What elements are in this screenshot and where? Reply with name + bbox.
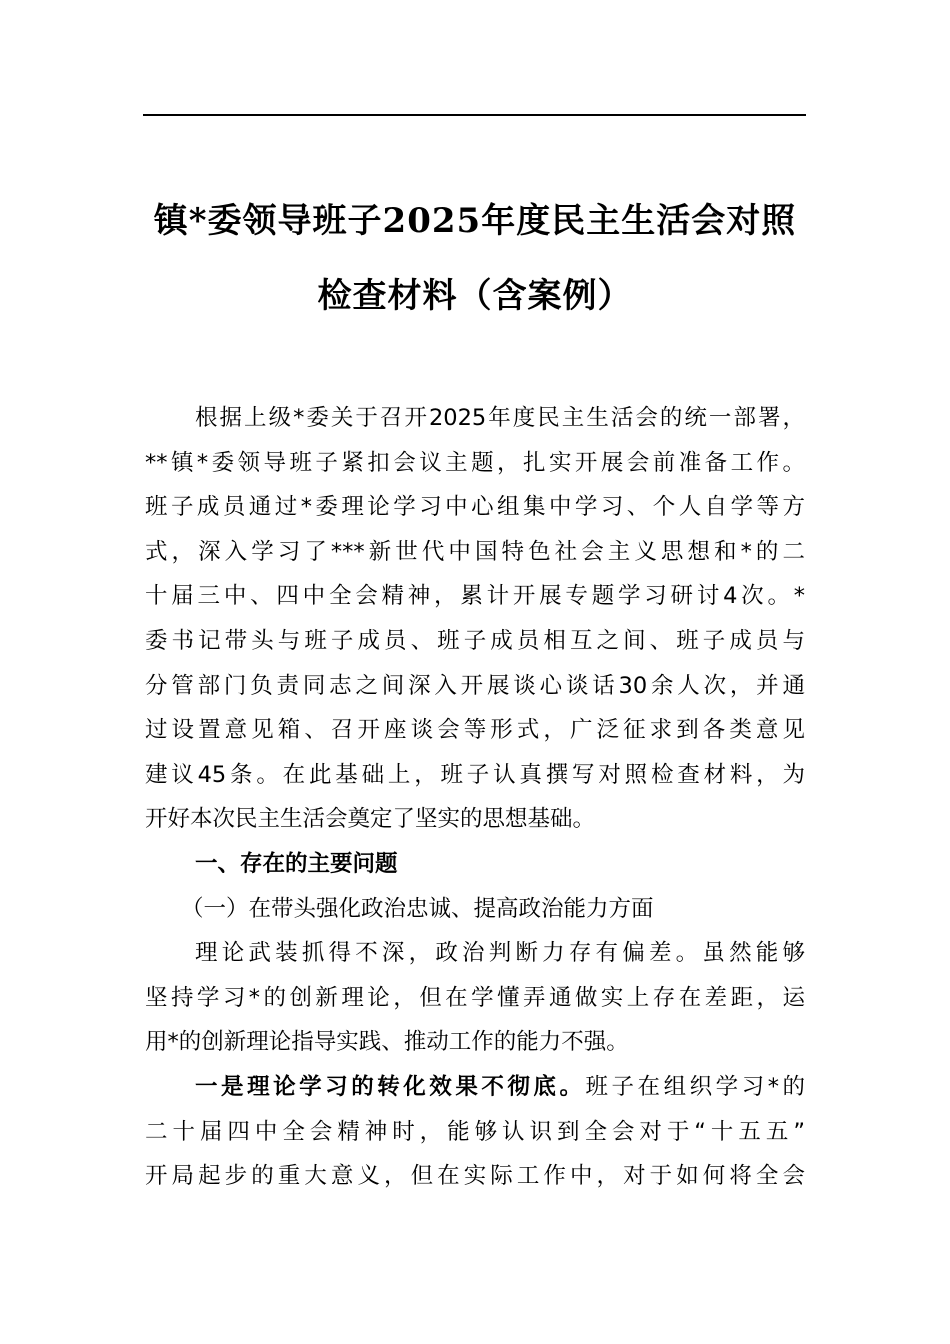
section-heading: 一、存在的主要问题 — [195, 850, 398, 877]
body-line: 开局起步的重大意义，但在实际工作中，对于如何将全会 — [145, 1163, 805, 1190]
point-text: 班子在组织学习*的 — [585, 1073, 805, 1100]
body-line: 班子成员通过*委理论学习中心组集中学习、个人自学等方 — [145, 494, 805, 521]
body-line: 理论武装抓得不深，政治判断力存有偏差。虽然能够 — [195, 940, 805, 967]
body-line: 坚持学习*的创新理论，但在学懂弄通做实上存在差距，运 — [145, 984, 805, 1011]
document-title-line-2: 检查材料（含案例） — [317, 276, 633, 316]
body-line: 委书记带头与班子成员、班子成员相互之间、班子成员与 — [145, 627, 805, 654]
body-line: **镇*委领导班子紧扣会议主题，扎实开展会前准备工作。 — [145, 449, 805, 476]
body-line: 用*的创新理论指导实践、推动工作的能力不强。 — [145, 1029, 629, 1056]
body-line: 过设置意见箱、召开座谈会等形式，广泛征求到各类意见 — [145, 717, 805, 744]
body-line: 式，深入学习了***新世代中国特色社会主义思想和*的二 — [145, 538, 805, 565]
header-rule — [143, 114, 806, 116]
document-body — [145, 396, 805, 1199]
body-line: 开好本次民主生活会奠定了坚实的思想基础。 — [145, 806, 596, 833]
body-line: 十届三中、四中全会精神，累计开展专题学习研讨4次。* — [145, 583, 805, 610]
body-line — [145, 1065, 805, 1110]
subsection-heading: （一）在带头强化政治忠诚、提高政治能力方面 — [181, 895, 654, 922]
body-line: 根据上级*委关于召开2025年度民主生活会的统一部署， — [195, 405, 805, 431]
body-line: 二十届四中全会精神时，能够认识到全会对于“十五五” — [145, 1118, 805, 1145]
document-title-line-1: 镇*委领导班子2025年度民主生活会对照 — [153, 201, 797, 241]
point-heading: 一是理论学习的转化效果不彻底。 — [195, 1073, 586, 1100]
body-line: 建议45条。在此基础上，班子认真撰写对照检查材料，为 — [145, 761, 805, 788]
body-line: 分管部门负责同志之间深入开展谈心谈话30余人次，并通 — [145, 672, 805, 699]
